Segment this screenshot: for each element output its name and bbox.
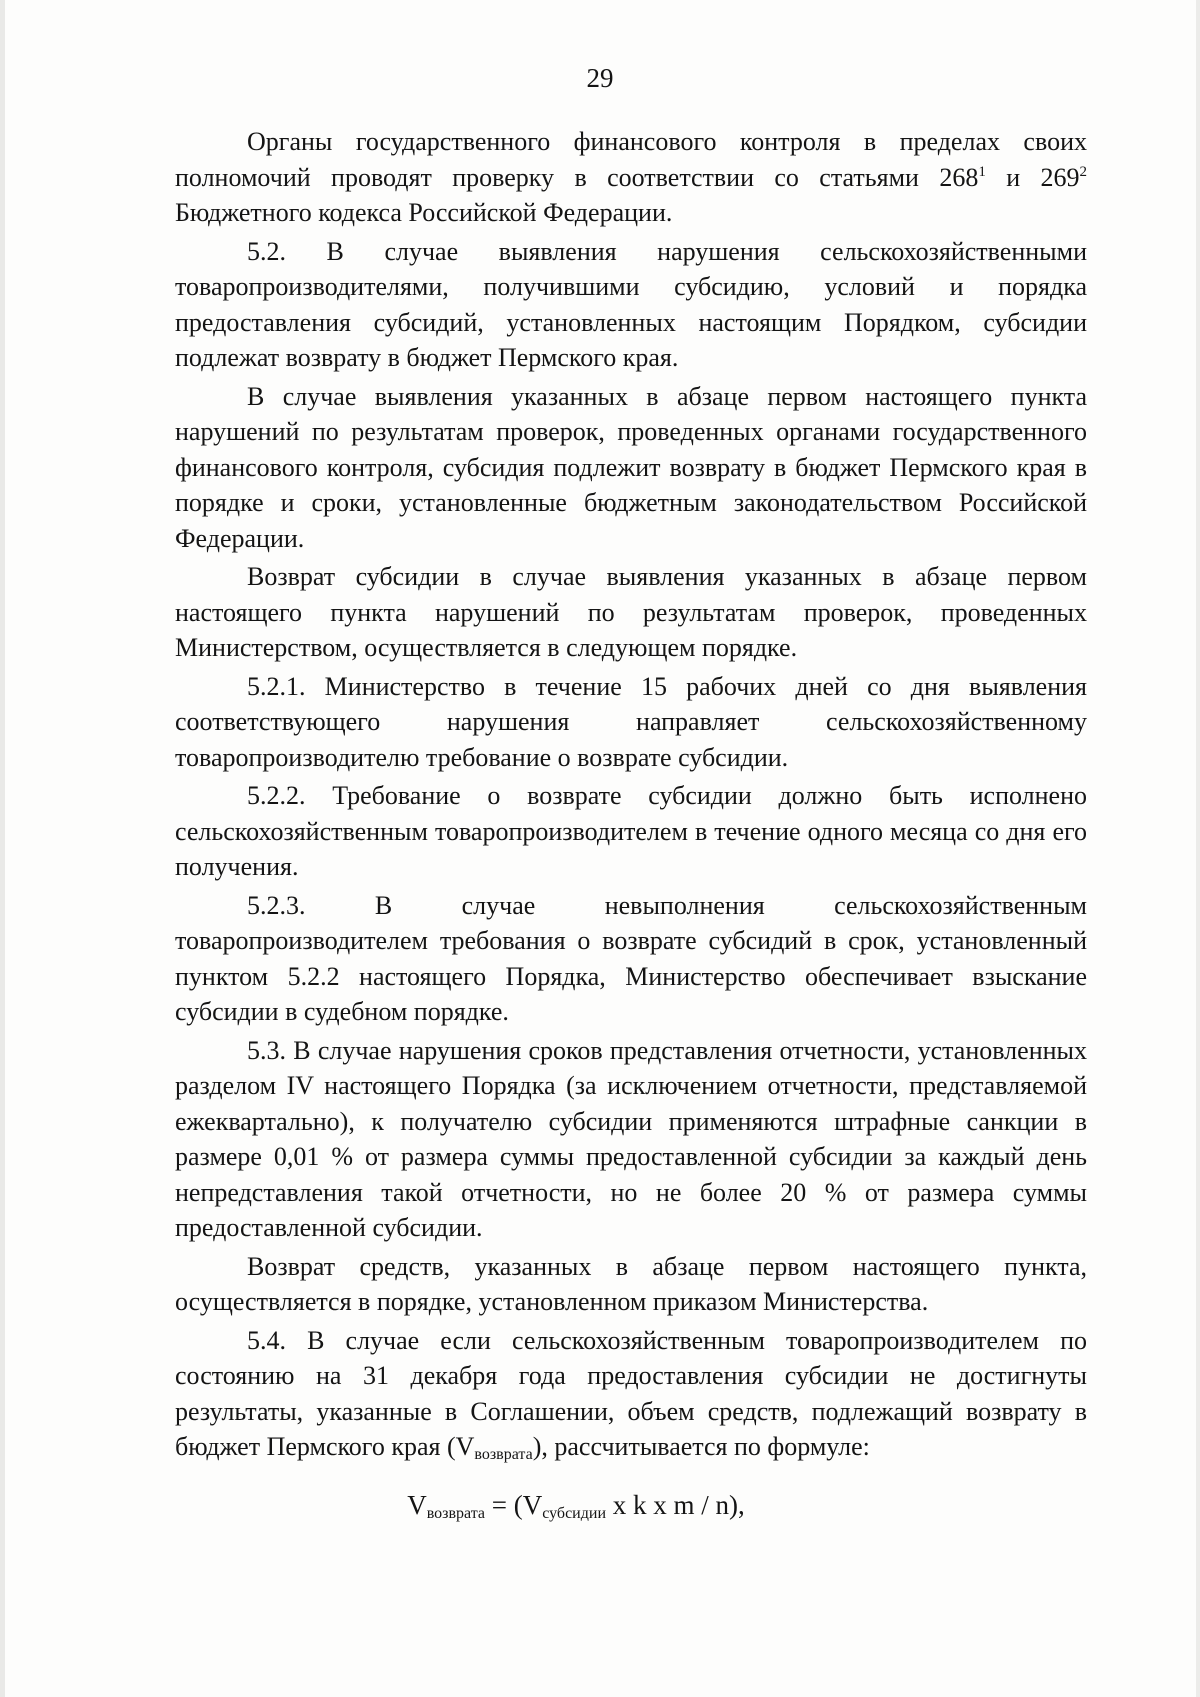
refund-formula <box>175 1487 1087 1523</box>
paragraph-5-3: 5.3. В случае нарушения сроков представления отчетности, установленных разделом IV настоящего Порядка (за исключением отчетности, представляемой ежеквартально), к получателю субсидии применяются штрафные санкции в размере 0,01 % от размера суммы предоставленной субсидии за каждый день непредставления такой отчетности, но не более 20 % от размера суммы предоставленной субсидии. <box>175 1035 1087 1242</box>
superscript: 1 <box>978 163 986 180</box>
paragraph-text: и 269 <box>985 162 1080 192</box>
paragraph-5-2-1: 5.2.1. Министерство в течение 15 рабочих дней со дня выявления соответствующего нарушения направляет сельскохозяйственному товаропроизводителю требование о возврате субсидии. <box>175 671 1087 772</box>
scan-edge-left <box>0 0 5 1697</box>
superscript: 2 <box>1079 163 1087 180</box>
paragraph-text: Органы государственного финансового контроля в пределах своих полномочий проводят проверку в соответствии со статьями 268 <box>175 127 1087 192</box>
paragraph-5-3-refund: Возврат средств, указанных в абзаце первом настоящего пункта, осуществляется в порядке, установленном приказом Министерства. <box>175 1251 1087 1316</box>
subscript: возврата <box>474 1446 533 1463</box>
document-body <box>175 124 1087 1523</box>
formula-lhs: V <box>407 1489 427 1520</box>
scan-edge-right <box>1196 0 1200 1697</box>
paragraph-5-2: 5.2. В случае выявления нарушения сельскохозяйственными товаропроизводителями, получившими субсидию, условий и порядка предоставления субсидий, установленных настоящим Порядком, субсидии подлежат возврату в бюджет Пермского края. <box>175 236 1087 372</box>
paragraph-text: 5.4. В случае если сельскохозяйственным товаропроизводителем по состоянию на 31 декабря года предоставления субсидии не достигнуты результаты, указанные в Соглашении, объем средств, подлежащий возврату в бюджет Пермского края (V <box>175 1325 1087 1461</box>
paragraph-5-2-audit: В случае выявления указанных в абзаце первом настоящего пункта нарушений по результатам проверок, проведенных органами государственного финансового контроля, субсидия подлежит возврату в бюджет Пермского края в порядке и сроки, установленные бюджетным законодательством Российской Федерации. <box>175 381 1087 553</box>
formula-equals: = (V <box>485 1489 543 1520</box>
paragraph-5-2-ministry: Возврат субсидии в случае выявления указанных в абзаце первом настоящего пункта нарушений по результатам проверок, проведенных Министерством, осуществляется в следующем порядке. <box>175 562 1087 662</box>
formula-rhs-subscript: субсидии <box>542 1504 606 1522</box>
paragraph-audit-bodies <box>175 124 1087 231</box>
page-number: 29 <box>586 63 614 93</box>
paragraph-text: ), рассчитывается по формуле: <box>532 1432 870 1461</box>
paragraph-text: Бюджетного кодекса Российской Федерации. <box>175 198 673 227</box>
paragraph-5-4 <box>175 1323 1087 1465</box>
formula-rest: x k x m / n), <box>606 1489 745 1520</box>
paragraph-5-2-2: 5.2.2. Требование о возврате субсидии должно быть исполнено сельскохозяйственным товаропроизводителем в течение одного месяца со дня его получения. <box>175 781 1087 881</box>
paragraph-5-2-3: 5.2.3. В случае невыполнения сельскохозяйственным товаропроизводителем требования о возврате субсидий в срок, установленный пунктом 5.2.2 настоящего Порядка, Министерство обеспечивает взыскание субсидии в судебном порядке. <box>175 890 1087 1026</box>
formula-lhs-subscript: возврата <box>426 1504 486 1522</box>
